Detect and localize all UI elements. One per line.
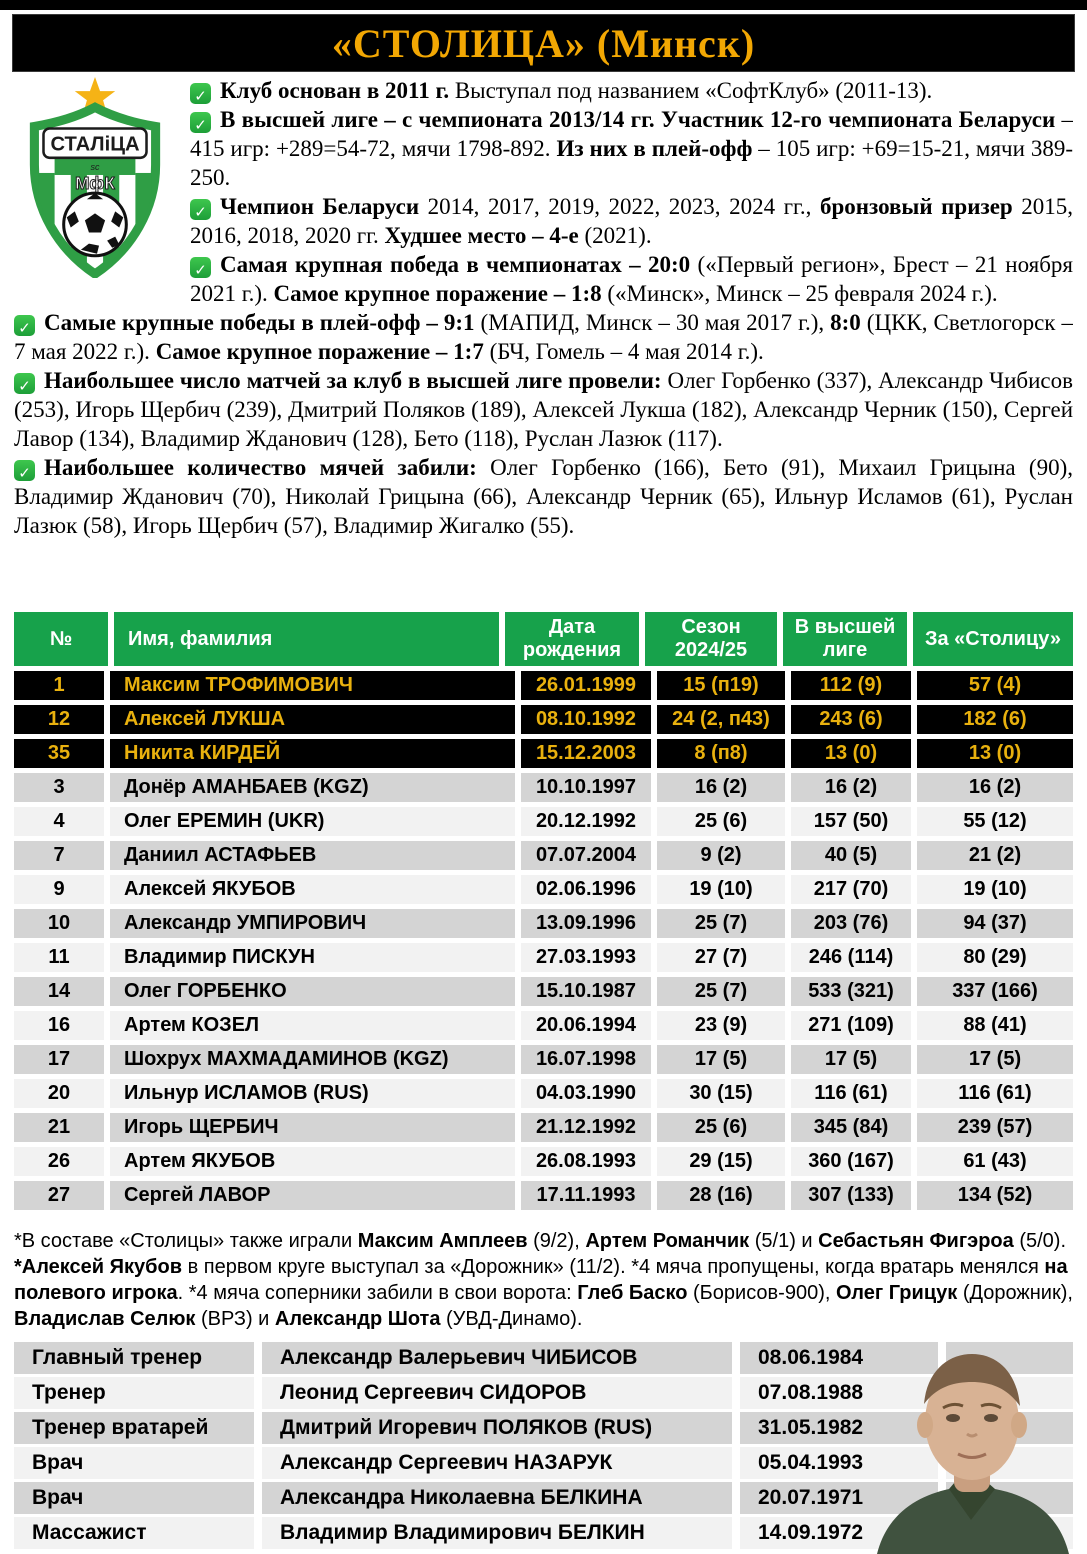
player-name: Ильнур ИСЛАМОВ (RUS) <box>110 1079 515 1108</box>
player-club-stats: 61 (43) <box>917 1147 1073 1176</box>
player-league-stats: 243 (6) <box>791 705 911 734</box>
info-paragraph-titles: ✓Чемпион Беларуси 2014, 2017, 2019, 2022, 2023, 2024 гг., бронзовый призер 2015, 2016, 2018, 2020 гг. Худшее место – 4-е (2021). <box>14 192 1073 250</box>
player-number: 26 <box>14 1147 104 1176</box>
roster-row <box>14 773 1073 802</box>
player-club-stats: 116 (61) <box>917 1079 1073 1108</box>
player-season-stats: 30 (15) <box>657 1079 785 1108</box>
player-birthdate: 26.08.1993 <box>521 1147 651 1176</box>
player-birthdate: 21.12.1992 <box>521 1113 651 1142</box>
player-name: Донёр АМАНБАЕВ (KGZ) <box>110 773 515 802</box>
roster-row <box>14 1181 1073 1210</box>
player-name: Артем ЯКУБОВ <box>110 1147 515 1176</box>
player-season-stats: 29 (15) <box>657 1147 785 1176</box>
col-header-season: Сезон 2024/25 <box>645 612 777 666</box>
player-number: 12 <box>14 705 104 734</box>
player-season-stats: 16 (2) <box>657 773 785 802</box>
checkmark-icon <box>190 199 211 220</box>
coach-photo <box>855 1330 1087 1554</box>
staff-name: Леонид Сергеевич СИДОРОВ <box>262 1377 732 1409</box>
player-birthdate: 16.07.1998 <box>521 1045 651 1074</box>
player-name: Алексей ЛУКША <box>110 705 515 734</box>
info-paragraph-records: ✓Самая крупная победа в чемпионатах – 20:0 («Первый регион», Брест – 21 ноября 2021 г.). Самое крупное поражение – 1:8 («Минск», Минск – 25 февраля 2024 г.). <box>14 250 1073 308</box>
club-logo <box>14 76 176 278</box>
checkmark-icon <box>14 315 35 336</box>
player-number: 1 <box>14 671 104 700</box>
col-header-number: № <box>14 612 108 666</box>
player-club-stats: 94 (37) <box>917 909 1073 938</box>
player-number: 20 <box>14 1079 104 1108</box>
staff-role: Тренер вратарей <box>14 1412 254 1444</box>
staff-role: Тренер <box>14 1377 254 1409</box>
player-club-stats: 21 (2) <box>917 841 1073 870</box>
player-number: 17 <box>14 1045 104 1074</box>
checkmark-icon <box>190 83 211 104</box>
col-header-club: За «Столицу» <box>913 612 1073 666</box>
player-birthdate: 20.06.1994 <box>521 1011 651 1040</box>
roster-row <box>14 909 1073 938</box>
player-name: Александр УМПИРОВИЧ <box>110 909 515 938</box>
player-season-stats: 25 (6) <box>657 807 785 836</box>
player-number: 35 <box>14 739 104 768</box>
player-birthdate: 15.10.1987 <box>521 977 651 1006</box>
player-name: Максим ТРОФИМОВИЧ <box>110 671 515 700</box>
player-club-stats: 337 (166) <box>917 977 1073 1006</box>
staff-role: Врач <box>14 1482 254 1514</box>
player-birthdate: 15.12.2003 <box>521 739 651 768</box>
player-birthdate: 10.10.1997 <box>521 773 651 802</box>
player-number: 10 <box>14 909 104 938</box>
staff-birthdate: 08.06.1984 <box>740 1342 938 1374</box>
staff-birthdate: 20.07.1971 <box>740 1482 938 1514</box>
staff-birthdate: 14.09.1972 <box>740 1517 938 1549</box>
player-season-stats: 25 (6) <box>657 1113 785 1142</box>
col-header-name: Имя, фамилия <box>114 612 499 666</box>
svg-text:СТАЛіЦА: СТАЛіЦА <box>50 133 140 156</box>
player-season-stats: 28 (16) <box>657 1181 785 1210</box>
player-league-stats: 533 (321) <box>791 977 911 1006</box>
coach-portrait-graphic <box>855 1330 1087 1554</box>
player-birthdate: 26.01.1999 <box>521 671 651 700</box>
player-birthdate: 17.11.1993 <box>521 1181 651 1210</box>
checkmark-icon <box>14 373 35 394</box>
staff-name: Владимир Владимирович БЕЛКИН <box>262 1517 732 1549</box>
staff-role: Врач <box>14 1447 254 1479</box>
player-club-stats: 57 (4) <box>917 671 1073 700</box>
staff-name: Александр Валерьевич ЧИБИСОВ <box>262 1342 732 1374</box>
player-birthdate: 20.12.1992 <box>521 807 651 836</box>
col-header-birthdate: Дата рождения <box>505 612 639 666</box>
player-league-stats: 17 (5) <box>791 1045 911 1074</box>
player-name: Сергей ЛАВОР <box>110 1181 515 1210</box>
player-league-stats: 203 (76) <box>791 909 911 938</box>
player-league-stats: 271 (109) <box>791 1011 911 1040</box>
player-birthdate: 04.03.1990 <box>521 1079 651 1108</box>
player-club-stats: 17 (5) <box>917 1045 1073 1074</box>
player-club-stats: 182 (6) <box>917 705 1073 734</box>
info-paragraph-top-scorers: ✓Наибольшее количество мячей забили: Олег Горбенко (166), Бето (91), Михаил Грицына (90), Владимир Жданович (70), Николай Грицына (66), Александр Черник (65), Ильнур Исламов (61), Руслан Лазюк (58), Игорь Щербич (57), Владимир Жигалко (55). <box>14 453 1073 540</box>
roster-row <box>14 875 1073 904</box>
player-number: 9 <box>14 875 104 904</box>
player-birthdate: 02.06.1996 <box>521 875 651 904</box>
top-black-strip <box>0 0 1087 10</box>
player-league-stats: 345 (84) <box>791 1113 911 1142</box>
roster-row <box>14 739 1073 768</box>
roster-row <box>14 841 1073 870</box>
player-league-stats: 360 (167) <box>791 1147 911 1176</box>
info-paragraph-playoff-records: ✓Самые крупные победы в плей-офф – 9:1 (МАПИД, Минск – 30 мая 2017 г.), 8:0 (ЦКК, Светлогорск – 7 мая 2022 г.). Самое крупное поражение – 1:7 (БЧ, Гомель – 4 мая 2014 г.). <box>14 308 1073 366</box>
player-club-stats: 88 (41) <box>917 1011 1073 1040</box>
staff-birthdate: 05.04.1993 <box>740 1447 938 1479</box>
player-birthdate: 13.09.1996 <box>521 909 651 938</box>
player-club-stats: 16 (2) <box>917 773 1073 802</box>
player-season-stats: 24 (2, п43) <box>657 705 785 734</box>
info-paragraph-most-matches: ✓Наибольшее число матчей за клуб в высшей лиге провели: Олег Горбенко (337), Александр Чибисов (253), Игорь Щербич (239), Дмитрий Поляков (189), Алексей Лукша (182), Александр Черник (150), Сергей Лавор (134), Владимир Жданович (128), Бето (118), Руслан Лазюк (117). <box>14 366 1073 453</box>
player-season-stats: 25 (7) <box>657 977 785 1006</box>
player-season-stats: 9 (2) <box>657 841 785 870</box>
player-league-stats: 40 (5) <box>791 841 911 870</box>
roster-row <box>14 1113 1073 1142</box>
roster-row <box>14 977 1073 1006</box>
staff-name: Александра Николаевна БЕЛКИНА <box>262 1482 732 1514</box>
checkmark-icon <box>190 257 211 278</box>
player-name: Никита КИРДЕЙ <box>110 739 515 768</box>
player-number: 7 <box>14 841 104 870</box>
roster-header-row <box>14 612 1073 666</box>
info-paragraph-founded: ✓Клуб основан в 2011 г. Выступал под названием «СофтКлуб» (2011-13). <box>14 76 1073 105</box>
player-number: 21 <box>14 1113 104 1142</box>
roster-row <box>14 807 1073 836</box>
roster-table <box>14 612 1073 1210</box>
staff-role: Массажист <box>14 1517 254 1549</box>
player-name: Шохрух МАХМАДАМИНОВ (KGZ) <box>110 1045 515 1074</box>
player-league-stats: 112 (9) <box>791 671 911 700</box>
staff-name: Александр Сергеевич НАЗАРУК <box>262 1447 732 1479</box>
player-league-stats: 217 (70) <box>791 875 911 904</box>
staff-birthdate: 07.08.1988 <box>740 1377 938 1409</box>
checkmark-icon <box>14 460 35 481</box>
player-club-stats: 19 (10) <box>917 875 1073 904</box>
player-club-stats: 134 (52) <box>917 1181 1073 1210</box>
soccer-ball-icon <box>64 193 127 256</box>
player-number: 4 <box>14 807 104 836</box>
player-club-stats: 80 (29) <box>917 943 1073 972</box>
player-league-stats: 246 (114) <box>791 943 911 972</box>
col-header-league: В высшей лиге <box>783 612 907 666</box>
player-number: 14 <box>14 977 104 1006</box>
player-league-stats: 157 (50) <box>791 807 911 836</box>
staff-birthdate: 31.05.1982 <box>740 1412 938 1444</box>
roster-row <box>14 1147 1073 1176</box>
player-name: Игорь ЩЕРБИЧ <box>110 1113 515 1142</box>
staff-role: Главный тренер <box>14 1342 254 1374</box>
player-club-stats: 55 (12) <box>917 807 1073 836</box>
player-season-stats: 19 (10) <box>657 875 785 904</box>
player-league-stats: 16 (2) <box>791 773 911 802</box>
roster-row <box>14 1079 1073 1108</box>
info-paragraph-league: ✓В высшей лиге – с чемпионата 2013/14 гг. Участник 12-го чемпионата Беларуси – 415 игр: +289=54-72, мячи 1798-892. Из них в плей-офф – 105 игр: +69=15-21, мячи 389-250. <box>14 105 1073 192</box>
title-bar <box>12 14 1075 72</box>
svg-text:МфК: МфК <box>75 173 115 194</box>
player-number: 3 <box>14 773 104 802</box>
club-info-section <box>14 76 1073 612</box>
player-season-stats: 15 (п19) <box>657 671 785 700</box>
roster-row <box>14 1045 1073 1074</box>
player-name: Олег ЕРЕМИН (UKR) <box>110 807 515 836</box>
player-name: Владимир ПИСКУН <box>110 943 515 972</box>
roster-row <box>14 943 1073 972</box>
checkmark-icon <box>190 112 211 133</box>
player-season-stats: 23 (9) <box>657 1011 785 1040</box>
player-number: 16 <box>14 1011 104 1040</box>
roster-row <box>14 671 1073 700</box>
player-league-stats: 116 (61) <box>791 1079 911 1108</box>
svg-text:sc: sc <box>90 161 100 172</box>
player-birthdate: 27.03.1993 <box>521 943 651 972</box>
player-birthdate: 08.10.1992 <box>521 705 651 734</box>
player-birthdate: 07.07.2004 <box>521 841 651 870</box>
player-season-stats: 8 (п8) <box>657 739 785 768</box>
page-title: «СТОЛИЦА» (Минск) <box>331 20 756 66</box>
staff-name: Дмитрий Игоревич ПОЛЯКОВ (RUS) <box>262 1412 732 1444</box>
player-club-stats: 13 (0) <box>917 739 1073 768</box>
footnote-text: *В составе «Столицы» также играли Максим Амплеев (9/2), Артем Романчик (5/1) и Себастьян Фигэроа (5/0). *Алексей Якубов в первом круге выступал за «Дорожник» (11/2). *4 мяча пропущены, когда вратарь менялся на полевого игрока. *4 мяча соперники забили в свои ворота: Глеб Баско (Борисов-900), Олег Грицук (Дорожник), Владислав Селюк (ВРЗ) и Александр Шота (УВД-Динамо). <box>14 1230 1073 1330</box>
player-season-stats: 25 (7) <box>657 909 785 938</box>
player-league-stats: 307 (133) <box>791 1181 911 1210</box>
player-number: 11 <box>14 943 104 972</box>
player-league-stats: 13 (0) <box>791 739 911 768</box>
roster-row <box>14 1011 1073 1040</box>
player-name: Даниил АСТАФЬЕВ <box>110 841 515 870</box>
player-season-stats: 27 (7) <box>657 943 785 972</box>
player-name: Артем КОЗЕЛ <box>110 1011 515 1040</box>
player-club-stats: 239 (57) <box>917 1113 1073 1142</box>
player-season-stats: 17 (5) <box>657 1045 785 1074</box>
player-name: Олег ГОРБЕНКО <box>110 977 515 1006</box>
player-name: Алексей ЯКУБОВ <box>110 875 515 904</box>
player-number: 27 <box>14 1181 104 1210</box>
roster-row <box>14 705 1073 734</box>
club-crest-graphic <box>14 76 176 278</box>
